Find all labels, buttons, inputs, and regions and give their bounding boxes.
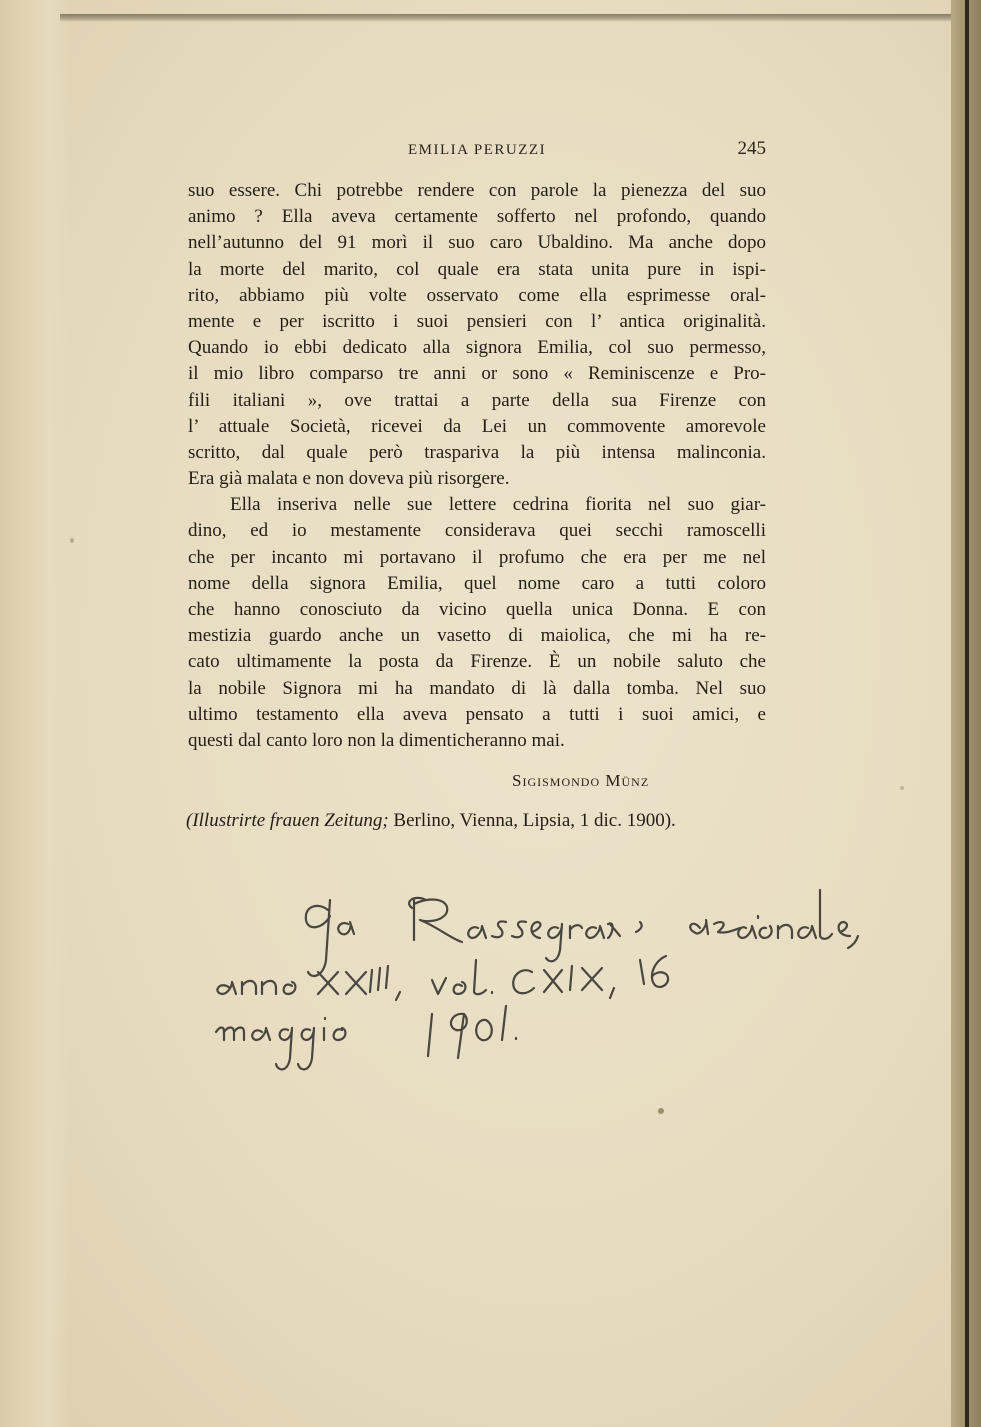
text-line: la nobile Signora mi ha mandato di là dalla tomba. Nel suo [188, 677, 766, 699]
text-line: fili italiani », ove trattai a parte della sua Firenze con [188, 389, 766, 411]
handwriting-drawing [200, 880, 860, 1100]
author-signature: Sigismondo Münz [512, 771, 650, 790]
text-line: l’ attuale Società, ricevei da Lei un commovente amorevole [188, 415, 766, 437]
source-details: Berlino, Vienna, Lipsia, 1 dic. 1900). [388, 810, 676, 831]
body-text [188, 178, 766, 754]
text-line: il mio libro comparso tre anni or sono « Reminiscenze e Pro- [188, 363, 766, 385]
text-line: rito, abbiamo più volte osservato come ella esprimesse oral- [188, 284, 766, 306]
text-line: la morte del marito, col quale era stata unita pure in ispi- [188, 258, 766, 280]
paper-speck [70, 538, 74, 543]
handwritten-note [200, 880, 860, 1100]
text-line: mestizia guardo anche un vasetto di maiolica, che mi ha re- [188, 625, 766, 647]
book-spine-line [965, 0, 969, 1427]
text-line: ultimo testamento ella aveva pensato a tutti i suoi amici, e [188, 703, 766, 725]
text-line: suo essere. Chi potrebbe rendere con parole la pienezza del suo [188, 180, 766, 201]
text-line: che hanno conosciuto da vicino quella unica Donna. E con [188, 599, 766, 620]
text-line: nell’autunno del 91 morì il suo caro Ubaldino. Ma anche dopo [188, 232, 766, 254]
text-line: scritto, dal quale però traspariva la più intensa malinconia. [188, 441, 766, 463]
page-top-edge [60, 14, 960, 22]
running-head-title: EMILIA PERUZZI [408, 142, 547, 158]
source-periodical: (Illustrirte frauen Zeitung; [186, 810, 389, 831]
text-line: che per incanto mi portavano il profumo che era per me nel [188, 546, 766, 568]
running-head [188, 138, 768, 164]
page-number: 245 [737, 138, 766, 159]
text-line: animo ? Ella aveva certamente sofferto nel profondo, quando [188, 206, 766, 228]
text-line: Ella inseriva nelle sue lettere cedrina fiorita nel suo giar- [230, 494, 766, 516]
page-gutter [0, 0, 70, 1427]
source-citation [186, 810, 676, 832]
text-line: Quando io ebbi dedicato alla signora Emilia, col suo permesso, [188, 337, 766, 359]
text-line: Era già malata e non doveva più risorgere. [188, 468, 510, 490]
text-line: mente e per iscritto i suoi pensieri con l’ antica originalità. [188, 310, 766, 332]
text-line: dino, ed io mestamente considerava quei secchi ramoscelli [188, 520, 766, 542]
text-line: questi dal canto loro non la dimenticheranno mai. [188, 729, 565, 751]
text-line: nome della signora Emilia, quel nome caro a tutti coloro [188, 572, 766, 594]
paper-speck [658, 1108, 664, 1114]
text-line: cato ultimamente la posta da Firenze. È un nobile saluto che [188, 651, 766, 673]
paper-speck [900, 786, 904, 790]
